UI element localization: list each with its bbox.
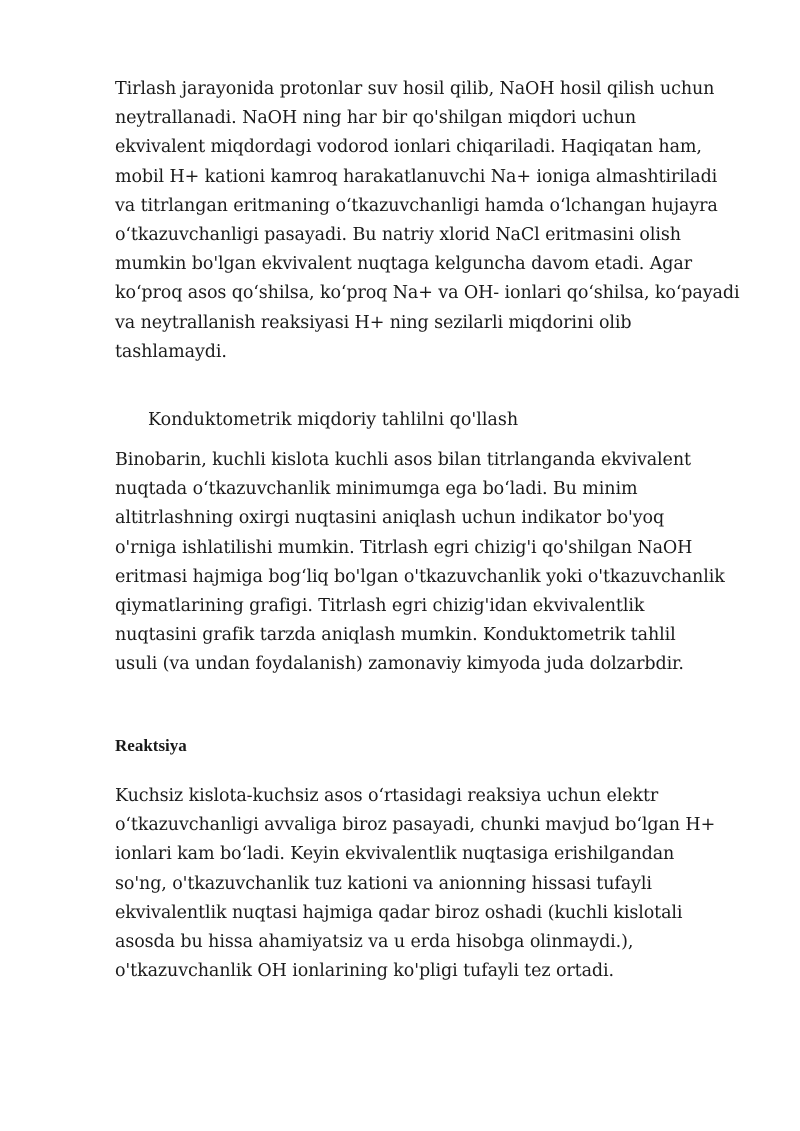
section-heading: Reaktsiya xyxy=(115,736,187,755)
text-line: Binobarin, kuchli kislota kuchli asos bilan titrlanganda ekvivalent xyxy=(115,450,691,470)
paragraph-titration xyxy=(115,75,765,367)
text-line: usuli (va undan foydalanish) zamonaviy kimyoda juda dolzarbdir. xyxy=(115,654,684,675)
text-line: oʻtkazuvchanligi avvaliga biroz pasayadi, chunki mavjud boʻlgan H+ xyxy=(115,815,716,836)
paragraph-reaction xyxy=(115,782,765,986)
text-line: ionlari kam boʻladi. Keyin ekvivalentlik nuqtasiga erishilgandan xyxy=(115,844,675,865)
text-line: eritmasi hajmiga bogʻliq bo'lgan o'tkazuvchanlik yoki o'tkazuvchanlik xyxy=(115,566,725,587)
text-line: nuqtasini grafik tarzda aniqlash mumkin. Konduktometrik tahlil xyxy=(115,625,676,646)
text-line: neytrallanadi. NaOH ning har bir qo'shilgan miqdori uchun xyxy=(115,108,637,129)
text-line: va titrlangan eritmaning oʻtkazuvchanligi hamda oʻlchangan hujayra xyxy=(115,195,718,216)
text-line: koʻproq asos qoʻshilsa, koʻproq Na+ va OH- ionlari qoʻshilsa, koʻpayadi xyxy=(115,283,740,304)
text-line: Tirlash jarayonida protonlar suv hosil qilib, NaOH hosil qilish uchun xyxy=(115,79,715,99)
text-line: qiymatlarining grafigi. Titrlash egri chizig'idan ekvivalentlik xyxy=(115,596,645,617)
text-line: so'ng, o'tkazuvchanlik tuz kationi va anionning hissasi tufayli xyxy=(115,873,652,894)
text-line: va neytrallanish reaksiyasi H+ ning sezilarli miqdorini olib xyxy=(115,312,632,333)
text-line: mumkin bo'lgan ekvivalent nuqtaga kelguncha davom etadi. Agar xyxy=(115,254,692,275)
text-line: mobil H+ kationi kamroq harakatlanuvchi Na+ ioniga almashtiriladi xyxy=(115,166,718,187)
text-line: o'rniga ishlatilishi mumkin. Titrlash egri chizig'i qo'shilgan NaOH xyxy=(115,537,693,558)
text-line: altitrlashning oxirgi nuqtasini aniqlash uchun indikator bo'yoq xyxy=(115,508,665,529)
text-line: o'tkazuvchanlik OH ionlarining ko'pligi tufayli tez ortadi. xyxy=(115,961,614,982)
text-line: tashlamaydi. xyxy=(115,341,227,362)
text-line: asosda bu hissa ahamiyatsiz va u erda hisobga olinmaydi.), xyxy=(115,932,634,953)
text-line: ekvivalent miqdordagi vodorod ionlari chiqariladi. Haqiqatan ham, xyxy=(115,137,702,158)
text-line: oʻtkazuvchanligi pasayadi. Bu natriy xlorid NaCl eritmasini olish xyxy=(115,225,681,246)
text-line: nuqtada oʻtkazuvchanlik minimumga ega boʻladi. Bu minim xyxy=(115,479,638,500)
section-subheading: Konduktometrik miqdoriy tahlilni qo'llash xyxy=(148,410,519,430)
text-line: ekvivalentlik nuqtasi hajmiga qadar biroz oshadi (kuchli kislotali xyxy=(115,902,683,923)
paragraph-application xyxy=(115,446,765,680)
text-line: Kuchsiz kislota-kuchsiz asos oʻrtasidagi reaksiya uchun elektr xyxy=(115,786,659,806)
